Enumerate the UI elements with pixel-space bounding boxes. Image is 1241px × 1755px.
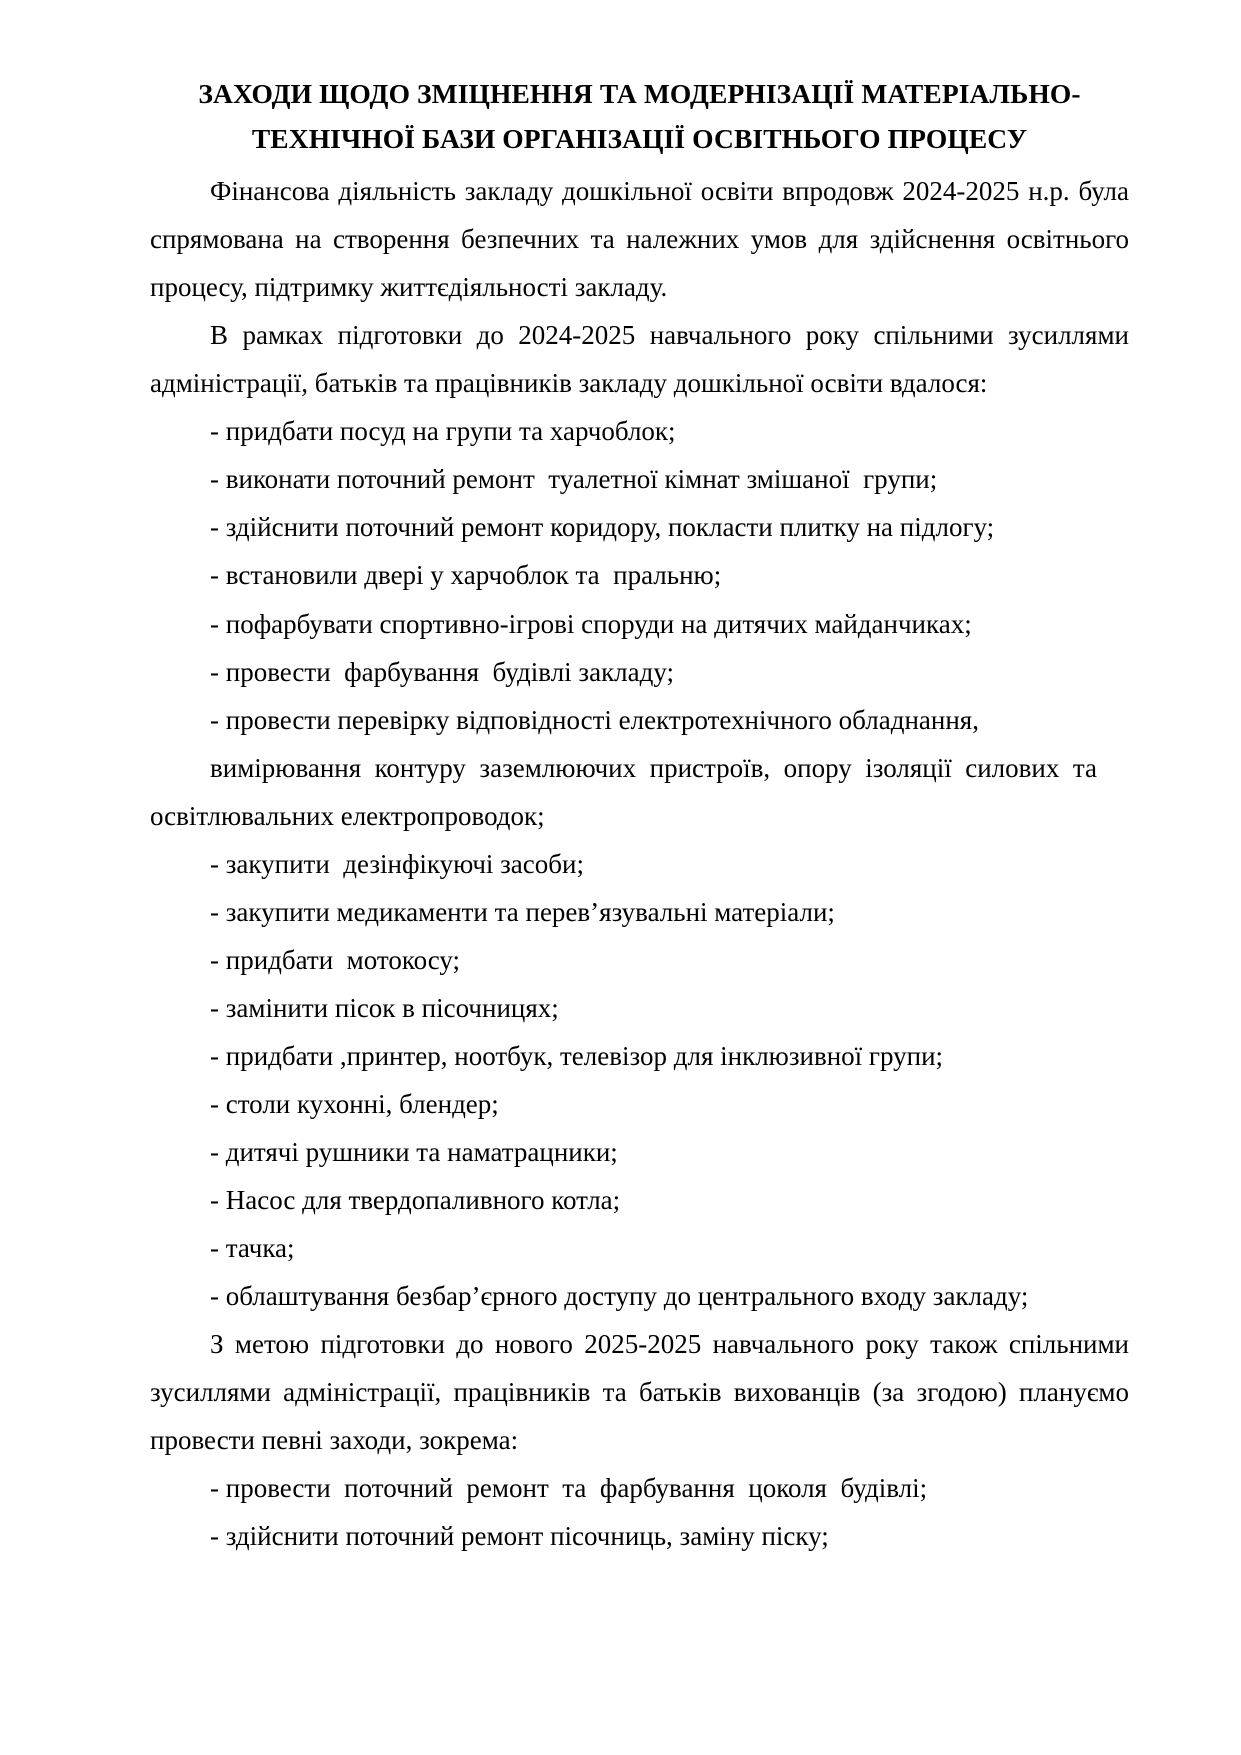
paragraph-closing: З метою підготовки до нового 2025-2025 навчального року також спільними зусиллями адміністрації, працівників та батьків вихованців (за згодою) плануємо провести певні заходи, зокрема:	[150, 1329, 1129, 1456]
list-item-electrical-line-1: - провести перевірку відповідності електротехнічного обладнання,	[210, 704, 979, 735]
list-item: - здійснити поточний ремонт коридору, покласти плитку на підлогу;	[210, 512, 995, 543]
page-title: ЗАХОДИ ЩОДО ЗМІЦНЕННЯ ТА МОДЕРНІЗАЦІЇ МАТЕРІАЛЬНО-ТЕХНІЧНОЇ БАЗИ ОРГАНІЗАЦІЇ ОСВІТНЬОГО ПРОЦЕСУ	[198, 78, 1081, 154]
list-item: - тачка;	[210, 1233, 295, 1264]
document-body	[150, 167, 1129, 1560]
list-item: - виконати поточний ремонт туалетної кімнат змішаної групи;	[210, 464, 938, 495]
list-item: - придбати ,принтер, ноотбук, телевізор для інклюзивної групи;	[210, 1040, 944, 1071]
planned-list-item: - здійснити поточний ремонт пісочниць, заміну піску;	[210, 1521, 829, 1552]
list-item: - придбати посуд на групи та харчоблок;	[210, 416, 676, 447]
list-item: - придбати мотокосу;	[210, 944, 461, 975]
list-item: - дитячі рушники та наматрацники;	[210, 1137, 618, 1168]
list-item: - встановили двері у харчоблок та пральню;	[210, 560, 722, 591]
list-item: - замінити пісок в пісочницях;	[210, 992, 559, 1023]
list-item: - столи кухонні, блендер;	[210, 1088, 499, 1119]
list-item-electrical-line-2: вимірювання контуру заземлюючих пристроїв, опору ізоляції силових та	[210, 752, 1097, 783]
planned-list-item: - провести поточний ремонт та фарбування цоколя будівлі;	[210, 1473, 928, 1504]
list-item: - провести фарбування будівлі закладу;	[210, 656, 675, 687]
list-item: - закупити дезінфікуючі засоби;	[210, 848, 584, 879]
list-item: - Насос для твердопаливного котла;	[210, 1185, 621, 1216]
paragraph-scope: В рамках підготовки до 2024-2025 навчального року спільними зусиллями адміністрації, батьків та працівників закладу дошкільної освіти вдалося:	[150, 320, 1129, 399]
paragraph-intro: Фінансова діяльність закладу дошкільної освіти впродовж 2024-2025 н.р. була спрямована на створення безпечних та належних умов для здійснення освітнього процесу, підтримку життєдіяльності закладу.	[150, 176, 1129, 303]
list-item: - закупити медикаменти та перев’язувальні матеріали;	[210, 896, 835, 927]
list-item-electrical-line-3: освітлювальних електропроводок;	[150, 800, 545, 831]
list-item: - пофарбувати спортивно-ігрові споруди на дитячих майданчиках;	[210, 608, 972, 639]
list-item: - облаштування безбар’єрного доступу до центрального входу закладу;	[210, 1281, 1029, 1312]
